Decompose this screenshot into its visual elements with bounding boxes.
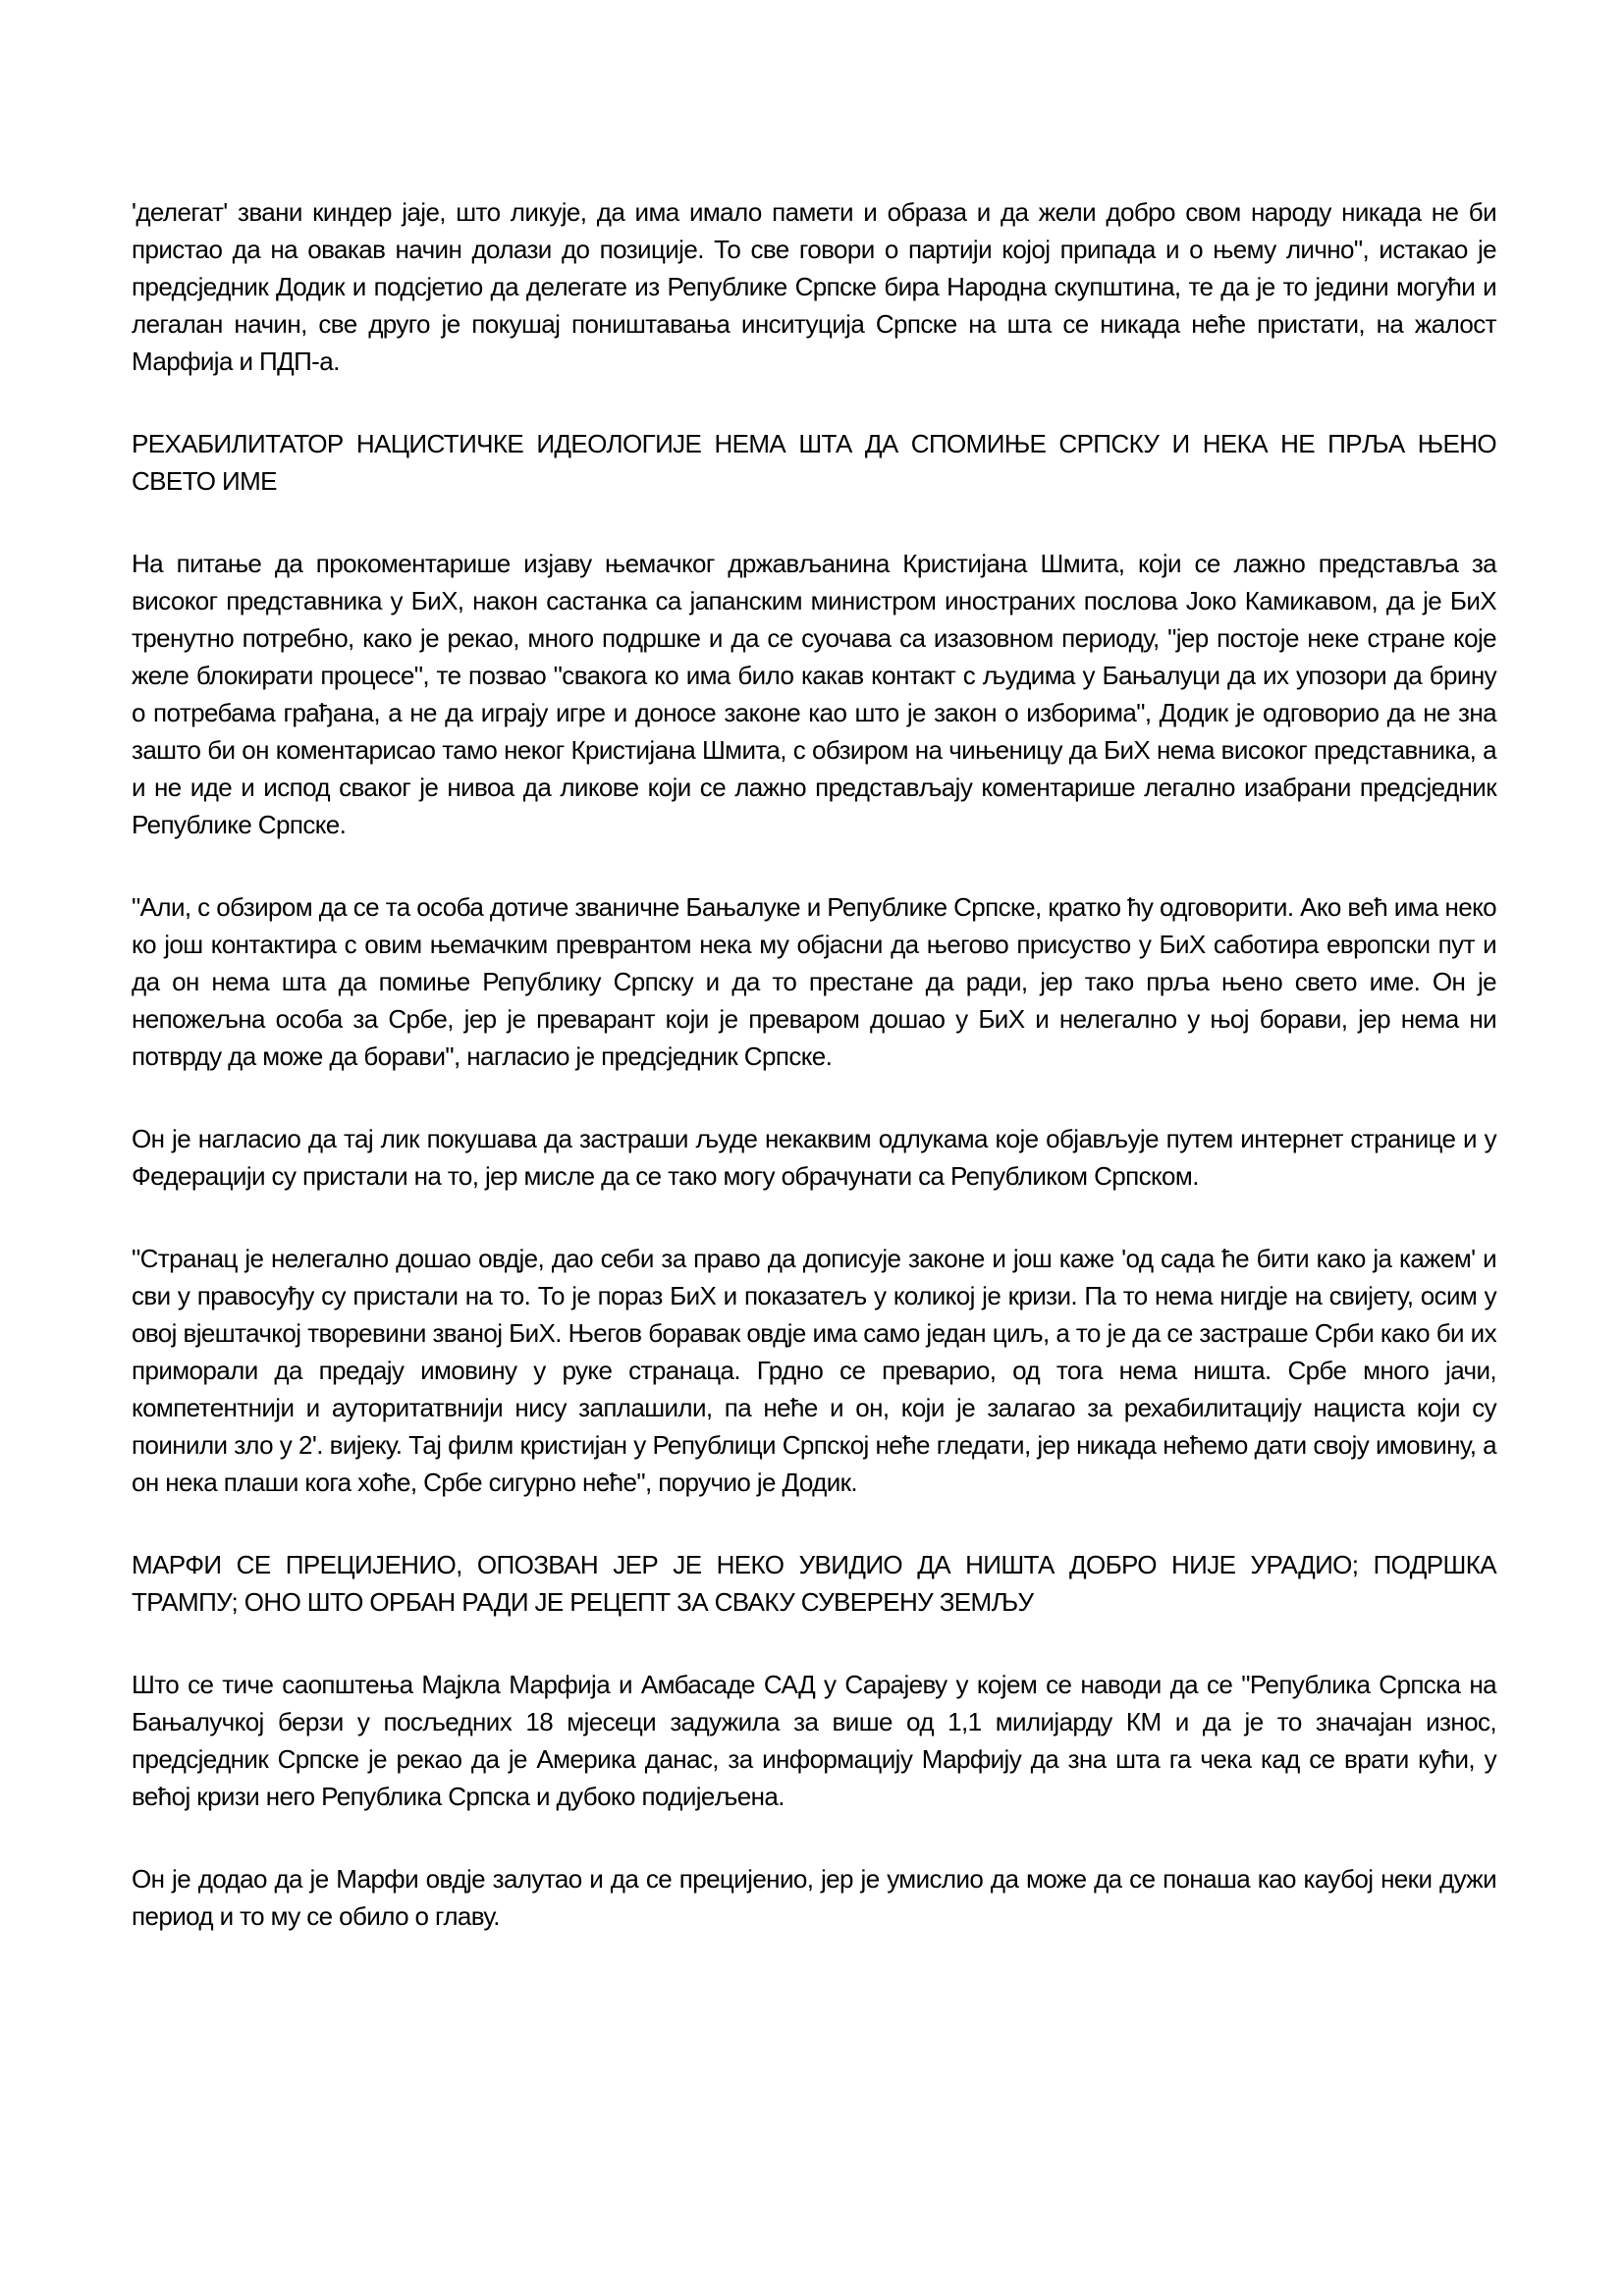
section-heading: РЕХАБИЛИТАТОР НАЦИСТИЧКЕ ИДЕОЛОГИЈЕ НЕМА ШТА ДА СПОМИЊЕ СРПСКУ И НЕКА НЕ ПРЉА ЊЕНО СВЕТО ИМЕ <box>132 429 1496 496</box>
paragraph: "Странац је нелегално дошао овдје, дао себи за право да дописује законе и још каже 'од сада ће бити како ја кажем' и сви у правосуђу су пристали на то. То је пораз БиХ и показатељ у коликој је кризи. Па то нема нигдје на свијету, осим у овој вјештачкој творевини званој БиХ. Његов боравак овдје има само један циљ, а то је да се застраше Срби како би их приморали да предају имовину у руке странаца. Грдно се преварио, од тога нема ништа. Србе много јачи, компетентнији и ауторитатвнији нису заплашили, па неће и он, који је залагао за рехабилитацију нациста који су поинили зло у 2'. вијеку. Тај филм кристијан у Републици Српској неће гледати, јер никада нећемо дати своју имовину, а он нека плаши кога хоће, Србе сигурно неће", поручио је Додик. <box>132 1244 1496 1497</box>
paragraph: На питање да прокоментарише изјаву њемачког држављанина Кристијана Шмита, који се лажно представља за високог представника у БиХ, након састанка са јапанским министром иностраних послова Јоко Камикавом, да је БиХ тренутно потребно, како је рекао, много подршке и да се суочава са изазовном периоду, "јер постоје неке стране које желе блокирати процесе", те позвао "свакога ко има било какав контакт с људима у Бањалуци да их упозори да брину о потребама грађана, а не да играју игре и доносе законе као што је закон о изборима", Додик је одговорио да не зна зашто би он коментарисао тамо неког Кристијана Шмита, с обзиром на чињеницу да БиХ нема високог представника, а и не иде и испод сваког је нивоа да ликове који се лажно представљају коментарише легално изабрани предсједник Републике Српске. <box>132 549 1496 839</box>
paragraph: Што се тиче саопштења Мајкла Марфија и Амбасаде САД у Сарајеву у којем се наводи да се "Република Српска на Бањалучкој берзи у посљедних 18 мјесеци задужила за више од 1,1 милијарду КМ и да је то значајан износ, предсједник Српске је рекао да је Америка данас, за информацију Марфију да зна шта га чека кад се врати кући, у већој кризи него Република Српска и дубоко подијељена. <box>132 1670 1496 1811</box>
paragraph: 'делегат' звани киндер јаје, што ликује, да има имало памети и образа и да жели добро свом народу никада не би пристао да на овакав начин долази до позиције. То све говори о партији којој припада и о њему лично", истакао је предсједник Додик и подсјетио да делегате из Републике Српске бира Народна скупштина, те да је то једини могући и легалан начин, све друго је покушај поништавања инситуција Српске на шта се никада неће пристати, на жалост Марфија и ПДП-а. <box>132 197 1496 376</box>
paragraph: Он је додао да је Марфи овдје залутао и да се прецијенио, јер је умислио да може да се понаша као каубој неки дужи период и то му се обило о главу. <box>132 1864 1496 1931</box>
paragraph: "Али, с обзиром да се та особа дотиче званичне Бањалуке и Републике Српске, кратко ћу одговорити. Ако већ има неко ко још контактира с овим њемачким преврантом нека му објасни да његово присуство у БиХ саботира европски пут и да он нема шта да помиње Републику Српску и да то престане да ради, јер тако прља њено свето име. Он је непожељна особа за Србе, јер је преварант који је преваром дошао у БиХ и нелегално у њој борави, јер нема ни потврду да може да борави", нагласио је предсједник Српске. <box>132 892 1496 1071</box>
section-heading: МАРФИ СЕ ПРЕЦИЈЕНИО, ОПОЗВАН ЈЕР ЈЕ НЕКО УВИДИО ДА НИШТА ДОБРО НИЈЕ УРАДИО; ПОДРШКА ТРАМПУ; ОНО ШТО ОРБАН РАДИ ЈЕ РЕЦЕПТ ЗА СВАКУ СУВЕРЕНУ ЗЕМЉУ <box>132 1550 1496 1617</box>
paragraph: Он је нагласио да тај лик покушава да застраши људе некаквим одлукама које објављује путем интернет странице и у Федерацији су пристали на то, јер мисле да се тако могу обрачунати са Републиком Српском. <box>132 1124 1496 1191</box>
document-text-block <box>132 193 1496 1980</box>
